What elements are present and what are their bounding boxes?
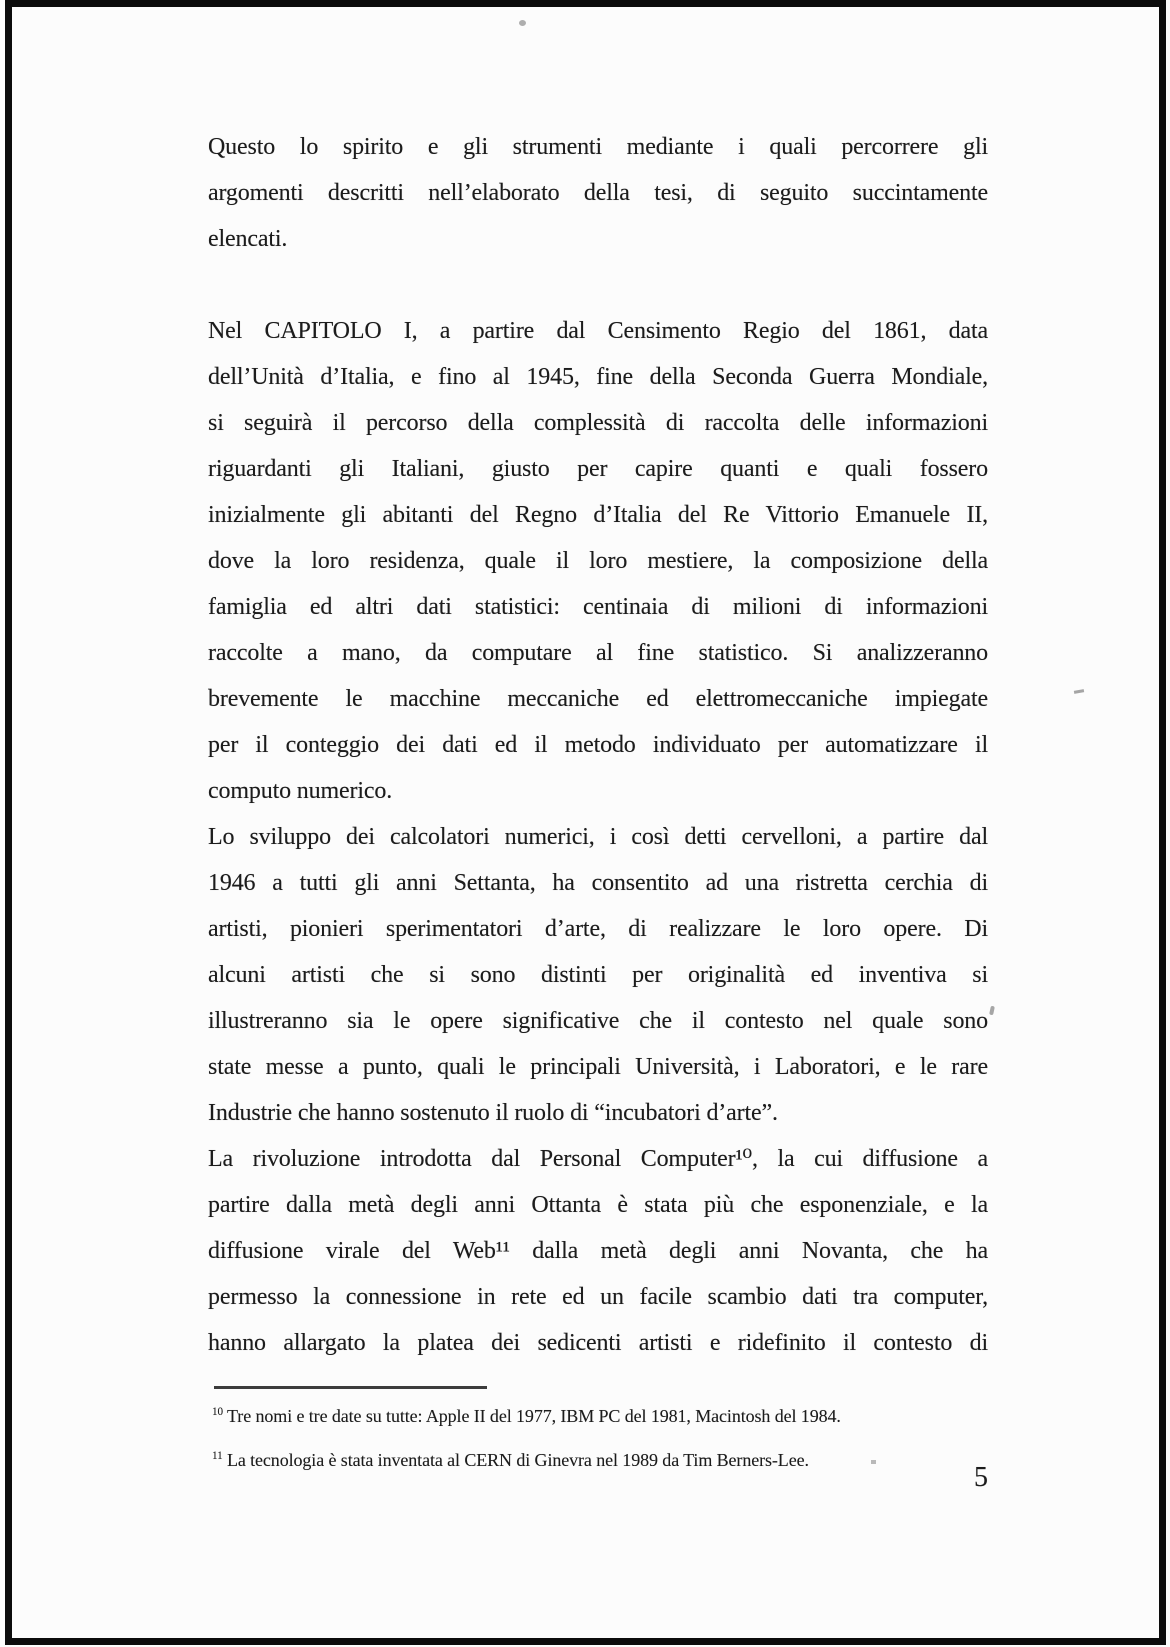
text-line: dove la loro residenza, quale il loro mestiere, la composizione della xyxy=(208,548,988,574)
scan-artifact xyxy=(519,20,526,26)
footnote-marker: 10 xyxy=(212,1406,223,1418)
text-block xyxy=(208,124,988,1366)
text-line: argomenti descritti nell’elaborato della tesi, di seguito succintamente xyxy=(208,180,988,206)
text-line: brevemente le macchine meccaniche ed elettromeccaniche impiegate xyxy=(208,686,988,712)
text-line: alcuni artisti che si sono distinti per originalità ed inventiva si xyxy=(208,962,988,988)
text-line: permesso la connessione in rete ed un facile scambio dati tra computer, xyxy=(208,1284,988,1310)
body-paragraph xyxy=(208,814,988,1136)
text-line: computo numerico. xyxy=(208,778,393,804)
scan-artifact xyxy=(989,1006,995,1016)
text-line: 1946 a tutti gli anni Settanta, ha consentito ad una ristretta cerchia di xyxy=(208,870,988,896)
footnote xyxy=(212,1394,988,1438)
text-line: famiglia ed altri dati statistici: centinaia di milioni di informazioni xyxy=(208,594,988,620)
text-line: Industrie che hanno sostenuto il ruolo di “incubatori d’arte”. xyxy=(208,1100,778,1126)
text-line: partire dalla metà degli anni Ottanta è stata più che esponenziale, e la xyxy=(208,1192,988,1218)
text-line: hanno allargato la platea dei sedicenti artisti e ridefinito il contesto di xyxy=(208,1330,988,1356)
footnote-marker: 11 xyxy=(212,1450,223,1462)
footnote-text: La tecnologia è stata inventata al CERN di Ginevra nel 1989 da Tim Berners-Lee. xyxy=(222,1450,809,1470)
text-line: diffusione virale del Web¹¹ dalla metà degli anni Novanta, che ha xyxy=(208,1238,988,1264)
text-line: illustreranno sia le opere significative che il contesto nel quale sono xyxy=(208,1008,988,1034)
text-line: state messe a punto, quali le principali Università, i Laboratori, e le rare xyxy=(208,1054,988,1080)
text-line: dell’Unità d’Italia, e fino al 1945, fine della Seconda Guerra Mondiale, xyxy=(208,364,988,390)
body-paragraph xyxy=(208,308,988,814)
body-paragraph xyxy=(208,1136,988,1366)
text-line: artisti, pionieri sperimentatori d’arte, di realizzare le loro opere. Di xyxy=(208,916,988,942)
text-line: Questo lo spirito e gli strumenti mediante i quali percorrere gli xyxy=(208,134,988,160)
text-line: Lo sviluppo dei calcolatori numerici, i così detti cervelloni, a partire dal xyxy=(208,824,988,850)
text-line: La rivoluzione introdotta dal Personal Computer¹⁰, la cui diffusione a xyxy=(208,1146,988,1172)
text-line: riguardanti gli Italiani, giusto per capire quanti e quali fossero xyxy=(208,456,988,482)
text-line: raccolte a mano, da computare al fine statistico. Si analizzeranno xyxy=(208,640,988,666)
text-line: per il conteggio dei dati ed il metodo individuato per automatizzare il xyxy=(208,732,988,758)
page-number: 5 xyxy=(974,1462,988,1493)
text-line: si seguirà il percorso della complessità di raccolta delle informazioni xyxy=(208,410,988,436)
scan-artifact xyxy=(1074,689,1084,694)
footnote-separator xyxy=(214,1386,487,1389)
text-line: Nel CAPITOLO I, a partire dal Censimento Regio del 1861, data xyxy=(208,318,988,344)
text-line: elencati. xyxy=(208,226,288,252)
body-paragraph xyxy=(208,124,988,262)
footnote-text: Tre nomi e tre date su tutte: Apple II del 1977, IBM PC del 1981, Macintosh del 1984. xyxy=(222,1406,841,1426)
text-line: inizialmente gli abitanti del Regno d’Italia del Re Vittorio Emanuele II, xyxy=(208,502,988,528)
